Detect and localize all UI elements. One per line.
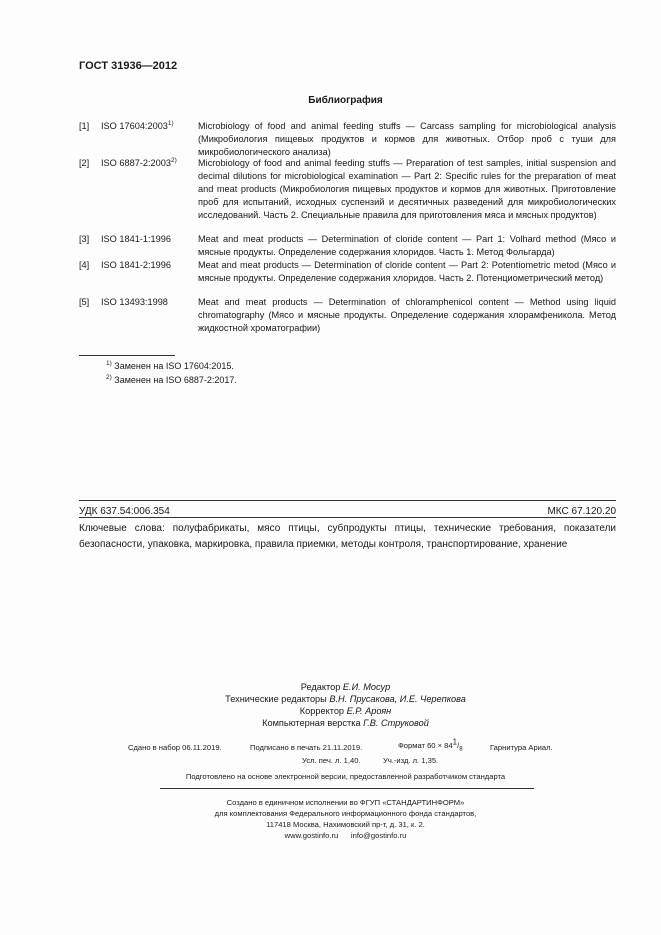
classification-bottom-rule — [79, 517, 616, 518]
footnote-divider — [79, 355, 175, 356]
signed-date: Подписано в печать 21.11.2019. — [250, 743, 363, 752]
classification-top-rule — [79, 500, 616, 501]
footnote-text: Заменен на ISO 17604:2015. — [114, 361, 234, 371]
bib-entry-code: ISO 13493:1998 — [101, 297, 168, 307]
bib-entry-3 — [79, 233, 616, 259]
bib-entry-2 — [79, 157, 616, 222]
bib-entry-code: ISO 17604:2003$^{1)}$ — [101, 119, 174, 131]
publisher-line-2: для комплектования Федерального информационного фонда стандартов, — [214, 809, 477, 818]
publisher-address: 117418 Москва, Нахимовский пр-т, д. 31, к. 2. — [266, 820, 425, 829]
bib-entry-1 — [79, 120, 616, 159]
footnote-2 — [106, 374, 237, 386]
keywords: Ключевые слова: полуфабрикаты, мясо птицы, субпродукты птицы, технические требования, показатели безопасности, упаковка, маркировка, правила приемки, методы контроля, транспортирование, хранение — [79, 523, 616, 550]
print-format: Формат $60 \times 84^1/_8$ — [398, 737, 463, 753]
bib-entry-code: ISO 1841-1:1996 — [101, 234, 171, 244]
footnote-marker: 1) — [167, 119, 174, 127]
footnote-1 — [106, 360, 234, 372]
bib-entry-code: ISO 1841-2:1996 — [101, 260, 171, 270]
publisher-divider — [160, 788, 534, 789]
prepared-note: Подготовлено на основе электронной версии, предоставленной разработчиком стандарта — [185, 772, 506, 781]
bib-entry-4 — [79, 259, 616, 285]
bibliography-title: Библиография — [308, 95, 383, 106]
bib-entry-number: [1] — [79, 121, 90, 131]
editor-line: Редактор Е.И. Мосур — [300, 682, 391, 692]
bib-entry-text: Microbiology of food and animal feeding stuffs — Carcass sampling for microbiological analysis (Микробиология пищевых продуктов и кормов для животных. Отбор проб с туши для микробиологического анализа) — [198, 121, 616, 157]
tech-editors-line: Технические редакторы В.Н. Прусакова, И.Е. Черепкова — [225, 694, 466, 704]
bib-entry-5 — [79, 296, 616, 335]
mks-code: МКС 67.120.20 — [547, 506, 616, 517]
layout-line: Компьютерная верстка Г.В. Струковой — [262, 718, 429, 728]
publication-sheets: Уч.-изд. л. 1,35. — [383, 756, 439, 765]
bib-entry-text: Meat and meat products — Determination of cloride content — Part 1: Volhard method (Мясо и мясные продукты. Определение содержания хлоридов. Часть 1. Метод Фольгарда) — [198, 234, 616, 257]
bib-entry-text: Meat and meat products — Determination of chloramphenicol content — Method using liquid chromatography (Мясо и мясные продукты. Определение содержания хлорамфеникола. Метод жидкостной хроматографии) — [198, 297, 616, 333]
publisher-contacts: www.gostinfo.ru info@gostinfo.ru — [284, 831, 407, 840]
bib-entry-number: [4] — [79, 260, 90, 270]
bib-entry-text: Meat and meat products — Determination of cloride content — Part 2: Potentiometric metod (Мясо и мясные продукты. Определение содержания хлоридов. Часть 2. Потенциометрический метод) — [198, 260, 616, 283]
bib-entry-number: [5] — [79, 297, 90, 307]
print-sheets: Усл. печ. л. 1,40. — [302, 756, 361, 765]
bib-entry-code: ISO 6887-2:2003$^{2)}$ — [101, 156, 177, 168]
footnote-text: Заменен на ISO 6887-2:2017. — [114, 375, 237, 385]
footnote-mark: 2) — [106, 374, 112, 381]
set-date: Сдано в набор 06.11.2019. — [128, 743, 222, 752]
bib-entry-text: Microbiology of food and animal feeding stuffs — Preparation of test samples, initial suspension and decimal dilutions for microbiological examination — Part 2: Specific rules for the preparation of meat and meat products (Микробиология пищевых продуктов и кормов для животных. Приготовление проб для испытаний, исходных суспензий и десятичных разведений для микробиологических исследований. Часть 2. Специальные правила для приготовления мяса и мясных продуктов) — [198, 158, 616, 220]
bib-entry-number: [3] — [79, 234, 90, 244]
corrector-line: Корректор Е.Р. Ароян — [299, 706, 392, 716]
font-info: Гарнитура Ариал. — [490, 743, 553, 752]
udk-code: УДК 637.54:006.354 — [79, 506, 170, 517]
footnote-marker: 2) — [170, 156, 177, 164]
standard-header: ГОСТ 31936—2012 — [79, 60, 178, 72]
publisher-line-1: Создано в единичном исполнении во ФГУП «СТАНДАРТИНФОРМ» — [226, 798, 465, 807]
footnote-mark: 1) — [106, 360, 112, 367]
bib-entry-number: [2] — [79, 158, 90, 168]
